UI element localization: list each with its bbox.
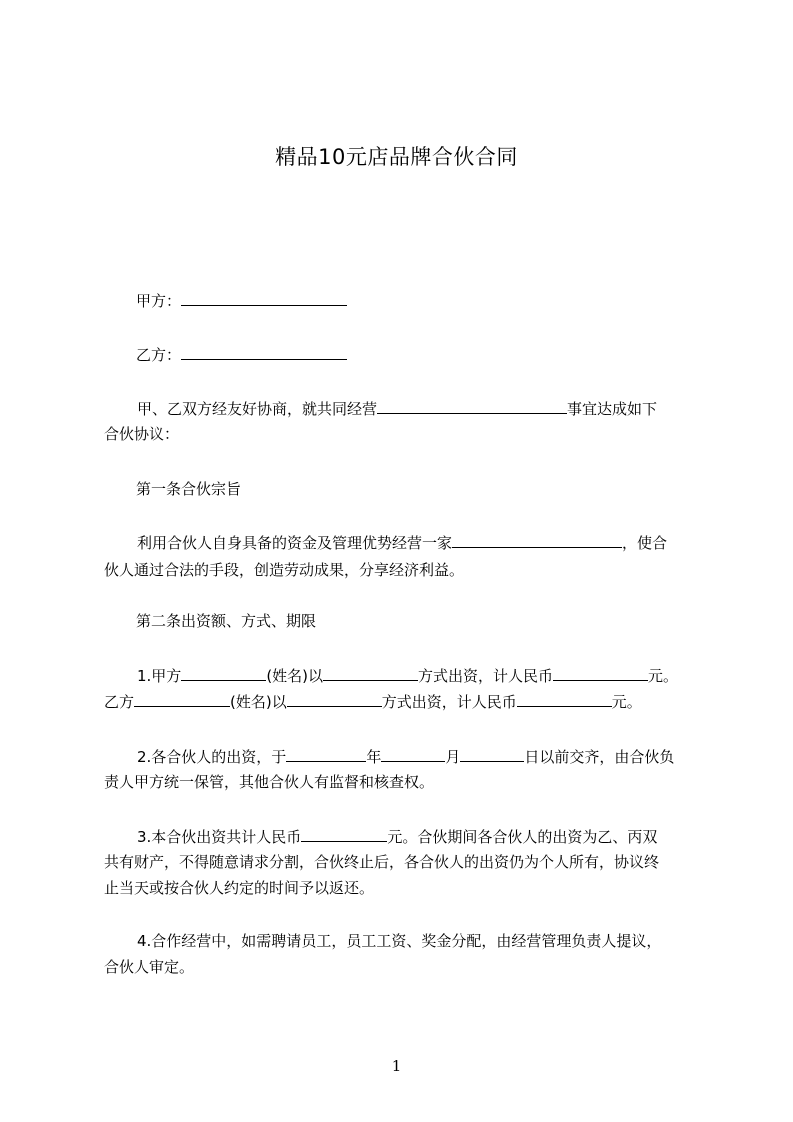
clause-4-text-2: 合伙人审定。 [104, 958, 195, 976]
clause-4-text-1: 4.合作经营中，如需聘请员工，员工工资、奖金分配，由经营管理负责人提议， [137, 932, 662, 950]
clause-1-a-method: 方式出资，计人民币 [418, 667, 554, 685]
total-amount-blank [301, 826, 387, 842]
day-blank [460, 746, 524, 762]
party-b-label: 乙方： [136, 346, 182, 364]
clause-4-line-2 [104, 957, 704, 977]
clause-2-text-2: 日以前交齐，由合伙负 [524, 748, 675, 766]
clause-2-line-1 [104, 746, 737, 767]
party-a-name-blank [181, 665, 266, 681]
clause-3-line-1 [104, 826, 737, 847]
document-title: 精品10元店品牌合伙合同 [275, 145, 518, 169]
article-1-heading: 第一条合伙宗旨 [136, 480, 242, 498]
clause-2-year: 年 [366, 748, 382, 766]
clause-1-b-prefix: 乙方 [104, 693, 135, 711]
clause-1-a-unit: 元。 [648, 667, 679, 685]
article-1-text-1: 利用合伙人自身具备的资金及管理优势经营一家 [137, 534, 453, 552]
intro-line-2 [104, 424, 704, 444]
month-blank [381, 746, 445, 762]
intro-text-1: 甲、乙双方经友好协商，就共同经营 [137, 400, 378, 418]
article-2-heading: 第二条出资额、方式、期限 [136, 612, 317, 630]
store-name-blank [452, 532, 622, 548]
party-b-amount-blank [517, 691, 612, 707]
year-blank [286, 746, 366, 762]
party-b-method-blank [287, 691, 382, 707]
intro-text-2: 事宜达成如下 [567, 400, 658, 418]
clause-3-line-2 [104, 852, 704, 872]
clause-4-line-1 [104, 931, 737, 951]
clause-1-b-unit: 元。 [611, 693, 642, 711]
clause-2-line-2 [104, 772, 704, 792]
clause-2-month: 月 [445, 748, 461, 766]
clause-3-text-1: 3.本合伙出资共计人民币 [137, 828, 302, 846]
article-1-text-3: 伙人通过合法的手段，创造劳动成果，分享经济利益。 [104, 561, 465, 579]
article-1-line-1 [104, 532, 737, 553]
article-1-text-2: ，使合 [622, 534, 668, 552]
party-b-line [104, 344, 736, 365]
clause-1-b-method: 方式出资，计人民币 [381, 693, 517, 711]
party-a-label: 甲方： [136, 292, 182, 310]
clause-2-text-1: 2.各合伙人的出资，于 [137, 748, 287, 766]
clause-1-b-name-hint: (姓名)以 [230, 693, 287, 711]
party-b-blank [181, 344, 347, 360]
article-1-line-2 [104, 560, 704, 580]
clause-1-line-2 [104, 691, 704, 712]
intro-line-1 [104, 398, 737, 419]
clause-2-text-3: 责人甲方统一保管，其他合伙人有监督和核查权。 [104, 773, 435, 791]
party-a-line [104, 290, 736, 311]
business-blank [377, 398, 567, 414]
party-b-name-blank [134, 691, 230, 707]
party-a-amount-blank [553, 665, 648, 681]
clause-1-line-1 [104, 665, 737, 686]
page-number: 1 [391, 1057, 402, 1075]
party-a-method-blank [323, 665, 418, 681]
clause-3-line-3 [104, 878, 704, 898]
clause-3-text-2: 元。合伙期间各合伙人的出资为乙、丙双 [387, 828, 658, 846]
clause-1-a-prefix: 1.甲方 [137, 667, 182, 685]
clause-3-text-4: 止当天或按合伙人约定的时间予以返还。 [104, 879, 375, 897]
clause-1-a-name-hint: (姓名)以 [266, 667, 324, 685]
intro-text-3: 合伙协议： [104, 425, 180, 443]
clause-3-text-3: 共有财产，不得随意请求分割，合伙终止后，各合伙人的出资仍为个人所有，协议终 [104, 853, 660, 871]
party-a-blank [181, 290, 347, 306]
